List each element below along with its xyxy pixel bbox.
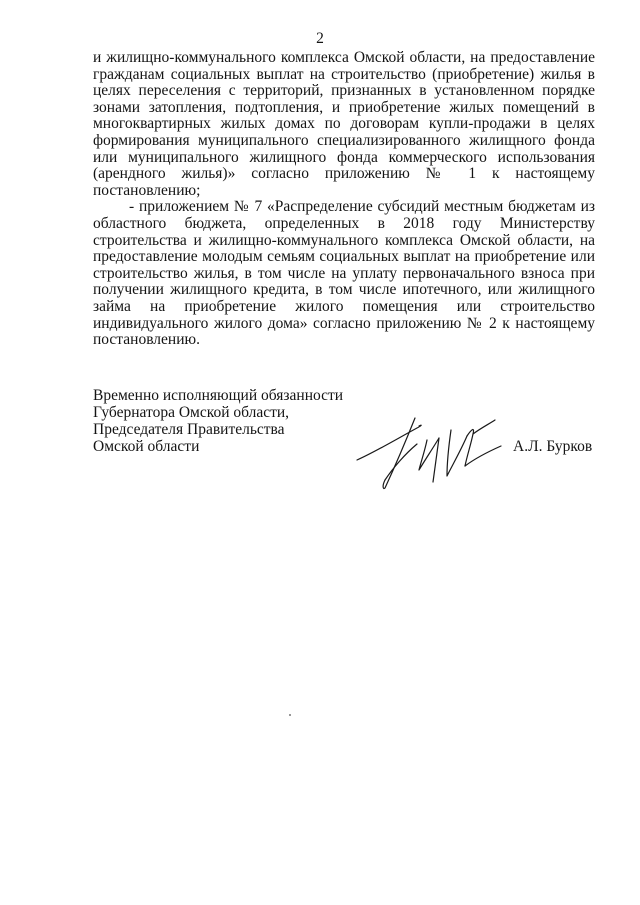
page-number: 2 (316, 30, 324, 47)
paragraph-appendix-7: - приложением № 7 «Распределение субсидий местным бюджетам из областного бюджета, определенных в 2018 году Министерству строительства и жилищно-коммунального комплекса Омской области, на предоставление молодым семьям социальных выплат на приобретение или строительство жилья, в том числе на уплату первоначального взноса при получении жилищного кредита, в том числе ипотечного, или жилищного займа на приобретение жилого помещения или строительство индивидуального жилого дома» согласно приложению № 2 к настоящему постановлению. (93, 198, 595, 349)
document-body (93, 50, 595, 349)
scan-artifact-dot (289, 714, 291, 716)
signatory-title (93, 387, 343, 455)
signatory-title-line: Омской области (93, 438, 200, 455)
signatory-title-line: Губернатора Омской области, (93, 404, 290, 421)
handwritten-signature (355, 410, 505, 492)
signatory-title-line: Временно исполняющий обязанности (93, 387, 344, 404)
paragraph-continuation: и жилищно-коммунального комплекса Омской области, на предоставление гражданам социальных выплат на строительство (приобретение) жилья в целях переселения с территорий, признанных в установленном порядке зонами затопления, подтопления, и приобретение жилых помещений в многоквартирных жилых домах по договорам купли-продажи в целях формирования муниципального специализированного жилищного фонда или муниципального жилищного фонда коммерческого использования (арендного жилья)» согласно приложению № 1 к настоящему постановлению; (93, 49, 595, 199)
signatory-name: А.Л. Бурков (513, 438, 593, 455)
signatory-title-line: Председателя Правительства (93, 421, 285, 438)
